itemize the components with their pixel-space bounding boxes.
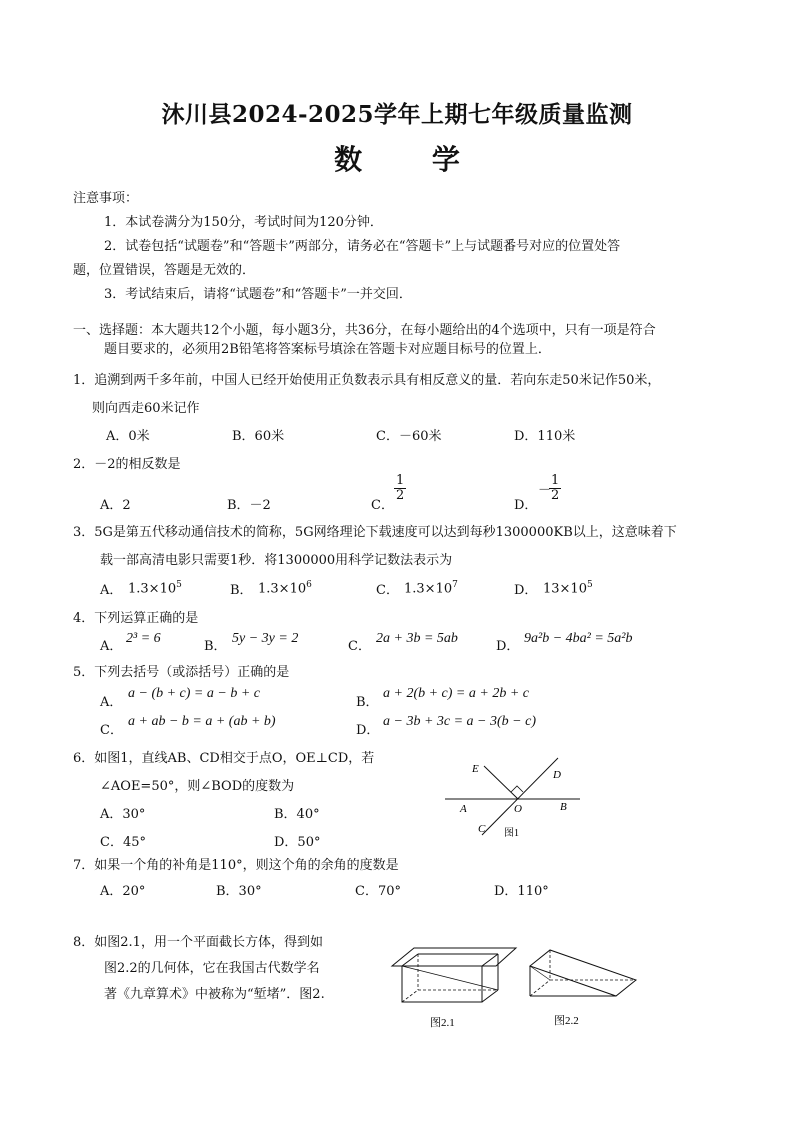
q1-option-c: C．－60米 [376,429,442,444]
q4-option-b-expr: 5y − 3y = 2 [232,631,299,646]
q8-stem-line-1: 8．如图2.1，用一个平面截长方体，得到如 [73,935,323,950]
q6-stem-line-2: ∠AOE=50°，则∠BOD的度数为 [100,779,295,794]
qiandu-inner-edge [530,966,550,980]
figure-1-caption: 图1 [504,828,519,839]
q5-stem: 5．下列去括号（或添括号）正确的是 [73,665,290,680]
q5-option-c-label: C． [100,723,123,738]
q5-option-a-expr: a − (b + c) = a − b + c [128,686,260,701]
q7-option-a: A．20° [100,884,146,899]
q6-option-d: D．50° [274,835,321,850]
qiandu-slant-face [530,950,636,996]
line-cd [482,758,558,835]
q3-option-a-label: A． [100,583,123,598]
q3-option-a-exponent: 5 [176,580,182,590]
q6-option-c: C．45° [100,835,146,850]
q5-option-b-expr: a + 2(b + c) = a + 2b + c [383,686,529,701]
subject-title: 数 学 [334,143,490,176]
right-angle-mark [511,786,523,792]
q8-stem-line-3: 著《九章算术》中被称为“堑堵”．图2. [104,987,325,1002]
q7-option-d: D．110° [494,884,549,899]
q7-option-b: B．30° [216,884,262,899]
cuboid-edge [482,990,498,1002]
q4-option-a-label: A． [100,639,123,654]
fraction-numerator: 1 [551,473,560,488]
q4-option-a-expr: 2³ = 6 [126,631,161,646]
q4-option-c-expr: 2a + 3b = 5ab [376,631,458,646]
q4-option-d-label: D． [496,639,520,654]
q3-option-b-exponent: 6 [306,580,312,590]
q3-option-a-value [128,576,182,598]
q1-option-a: A．0米 [106,429,150,444]
section-1-line-2: 题目要求的，必须用2B铅笔将答案标号填涂在答题卡对应题目标号的位置上． [104,342,551,357]
q3-option-c-value [404,576,458,598]
q3-option-d-exponent: 5 [586,580,593,590]
q3-option-b-base: 1.3×10 [258,581,307,597]
notice-item-2-line-2: 题，位置错误，答题是无效的． [73,263,256,278]
q2-stem: 2．－2的相反数是 [73,457,181,472]
fraction-numerator: 1 [396,473,405,488]
q1-stem-line-2: 则向西走60米记作 [92,401,200,416]
q5-option-b-label: B． [356,695,379,710]
q2-option-b: B．－2 [227,498,271,513]
notice-item-1: 1．本试卷满分为150分，考试时间为120分钟． [104,215,383,230]
q7-stem: 7．如果一个角的补角是110°，则这个角的余角的度数是 [73,858,399,873]
label-c: C [478,823,486,835]
q7-option-c: C．70° [355,884,401,899]
q5-option-a-label: A． [100,695,123,710]
section-1-line-1: 一、选择题：本大题共12个小题，每小题3分，共36分，在每小题给出的4个选项中，只有一项是符合 [73,323,656,338]
notice-item-3: 3．考试结束后，请将“试题卷”和“答题卡”一并交回． [104,287,412,302]
q1-option-b: B．60米 [232,429,285,444]
exam-title: 沐川县2024-2025学年上期七年级质量监测 [161,101,633,128]
q6-option-b: B．40° [274,807,320,822]
q4-option-d-expr: 9a²b − 4ba² = 5a²b [524,631,633,646]
label-d: D [553,769,561,781]
figure-2-1-caption: 图2.1 [430,1017,455,1029]
q3-option-d-label: D． [514,583,538,598]
cut-diagonal [402,966,498,990]
figure-2-1-cuboid-cut [388,940,520,1030]
q2-option-c-label: C． [371,498,394,513]
q2-option-c-fraction [394,474,406,503]
q3-option-a-base: 1.3×10 [128,581,177,597]
q3-option-b-value [258,576,312,598]
q6-option-a: A．30° [100,807,146,822]
figure-1-intersecting-lines [440,748,590,848]
qiandu-hidden-edge [530,980,550,996]
cuboid-edge [482,954,498,966]
q5-option-c-expr: a + ab − b = a + (ab + b) [128,714,276,729]
q3-stem-line-1: 3．5G是第五代移动通信技术的简称，5G网络理论下载速度可以达到每秒1300000KB以上，这意味着下 [73,525,677,540]
q4-stem: 4．下列运算正确的是 [73,611,199,626]
label-o: O [514,803,522,815]
q4-option-c-label: C． [348,639,371,654]
label-e: E [472,763,479,775]
q8-stem-line-2: 图2.2的几何体，它在我国古代数学名 [104,961,320,976]
q3-option-c-label: C． [376,583,399,598]
label-a: A [460,803,467,815]
q3-option-d-value [543,576,593,598]
q5-option-d-expr: a − 3b + 3c = a − 3(b − c) [383,714,536,729]
notice-heading: 注意事项： [73,191,139,206]
q4-option-b-label: B． [204,639,227,654]
figure-2-2-caption: 图2.2 [554,1015,579,1027]
q5-option-d-label: D． [356,723,380,738]
cuboid-front-face [402,966,482,1002]
cutting-plane [392,948,516,966]
q6-stem-line-1: 6．如图1，直线AB、CD相交于点O，OE⊥CD，若 [73,751,375,766]
q1-stem-line-1: 1．追溯到两千多年前，中国人已经开始使用正负数表示具有相反意义的量．若向东走50米记作50米， [73,373,661,388]
q3-stem-line-2: 载一部高清电影只需要1秒．将1300000用科学记数法表示为 [100,553,453,568]
q3-option-c-exponent: 7 [452,580,458,590]
hidden-edge [402,990,418,1002]
label-b: B [560,801,567,813]
q1-option-d: D．110米 [514,429,576,444]
q2-option-a: A．2 [100,498,131,513]
ray-oe [484,766,518,799]
q2-option-d-label: D． [514,498,538,513]
q3-option-b-label: B． [230,583,253,598]
fraction-denominator: 2 [551,488,560,503]
q2-option-d-fraction [549,474,561,503]
notice-item-2-line-1: 2．试卷包括“试题卷”和“答题卡”两部分，请务必在“答题卡”上与试题番号对应的位置处答 [104,239,621,254]
q2-option-d-sign: － [538,483,552,498]
q3-option-d-base: 13×10 [543,581,587,597]
fraction-denominator: 2 [396,488,405,503]
figure-2-2-qiandu [524,944,644,1030]
q3-option-c-base: 1.3×10 [404,581,453,597]
